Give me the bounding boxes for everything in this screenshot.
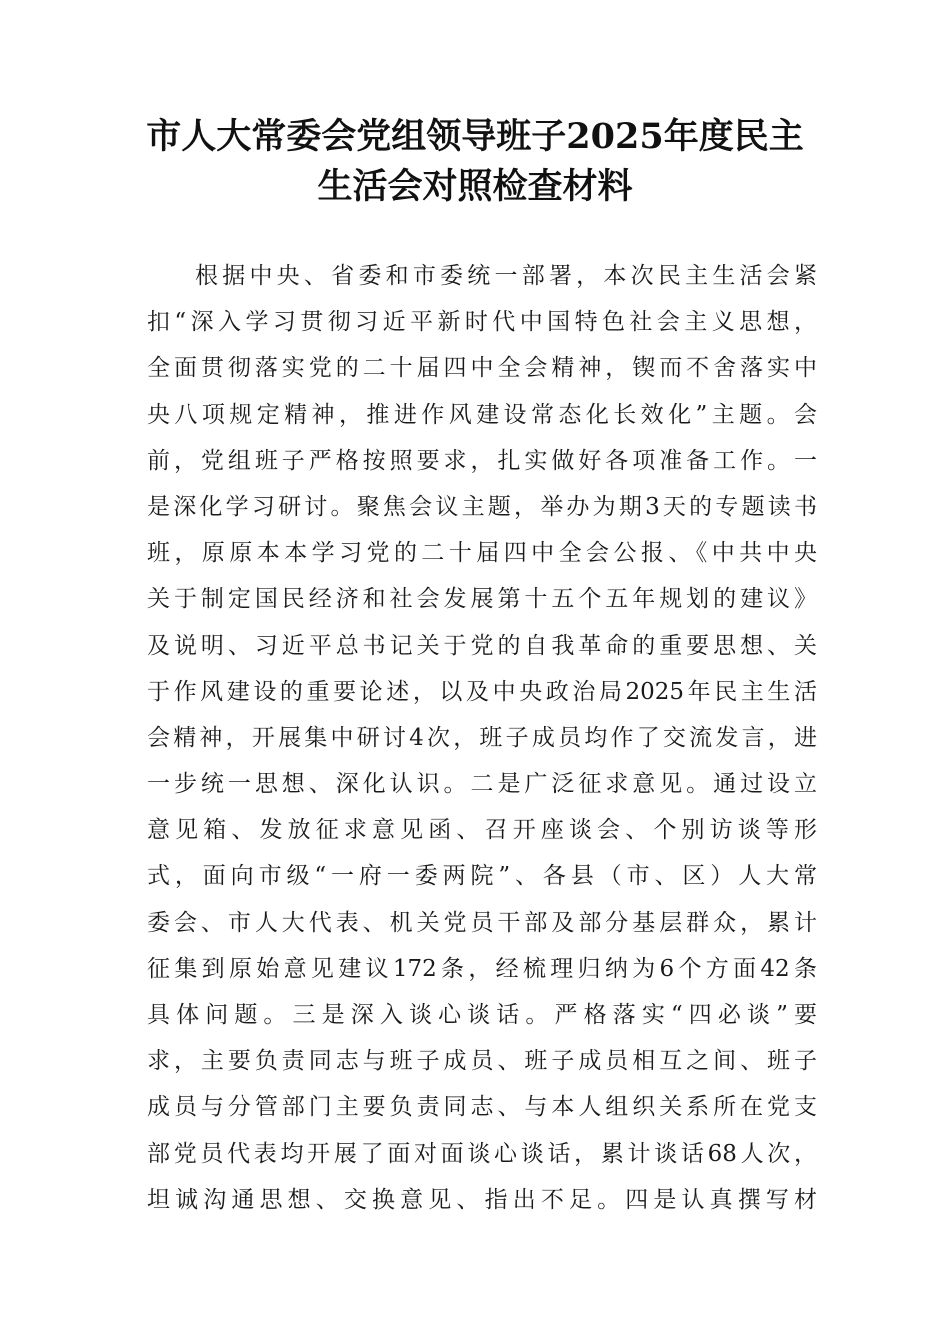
body-line-15: 委会、市人大代表、机关党员干部及部分基层群众，累计 <box>147 909 817 936</box>
body-paragraph <box>147 253 817 1223</box>
body-line-18: 求，主要负责同志与班子成员、班子成员相互之间、班子 <box>147 1048 817 1075</box>
body-line-8: 关于制定国民经济和社会发展第十五个五年规划的建议》 <box>147 586 817 613</box>
body-line-19: 成员与分管部门主要负责同志、与本人组织关系所在党支 <box>147 1094 817 1121</box>
body-line-21: 坦诚沟通思想、交换意见、指出不足。四是认真撰写材 <box>147 1186 817 1213</box>
document-title <box>100 112 850 212</box>
body-line-3: 全面贯彻落实党的二十届四中全会精神，锲而不舍落实中 <box>147 355 817 382</box>
title-line-2: 生活会对照检查材料 <box>317 166 633 207</box>
body-line-12: 一步统一思想、深化认识。二是广泛征求意见。通过设立 <box>147 771 817 798</box>
body-line-6: 是深化学习研讨。聚焦会议主题，举办为期3天的专题读书 <box>147 493 817 520</box>
body-line-7: 班，原原本本学习党的二十届四中全会公报、《中共中央 <box>147 540 817 567</box>
body-line-2: 扣“深入学习贯彻习近平新时代中国特色社会主义思想， <box>147 309 817 336</box>
body-line-1: 根据中央、省委和市委统一部署，本次民主生活会紧 <box>195 263 817 289</box>
body-line-10: 于作风建设的重要论述，以及中央政治局2025年民主生活 <box>147 678 817 705</box>
body-line-5: 前，党组班子严格按照要求，扎实做好各项准备工作。一 <box>147 447 817 474</box>
body-line-13: 意见箱、发放征求意见函、召开座谈会、个别访谈等形 <box>147 817 817 844</box>
body-line-11: 会精神，开展集中研讨4次，班子成员均作了交流发言，进 <box>147 724 817 751</box>
body-line-9: 及说明、习近平总书记关于党的自我革命的重要思想、关 <box>147 632 817 659</box>
body-line-17: 具体问题。三是深入谈心谈话。严格落实“四必谈”要 <box>147 1002 817 1028</box>
body-line-14: 式，面向市级“一府一委两院”、各县（市、区）人大常 <box>147 863 817 890</box>
title-line-1: 市人大常委会党组领导班子2025年度民主 <box>146 116 804 157</box>
body-line-16: 征集到原始意见建议172条，经梳理归纳为6个方面42条 <box>147 955 817 982</box>
body-line-20: 部党员代表均开展了面对面谈心谈话，累计谈话68人次， <box>147 1140 817 1167</box>
body-line-4: 央八项规定精神，推进作风建设常态化长效化”主题。会 <box>147 401 817 428</box>
